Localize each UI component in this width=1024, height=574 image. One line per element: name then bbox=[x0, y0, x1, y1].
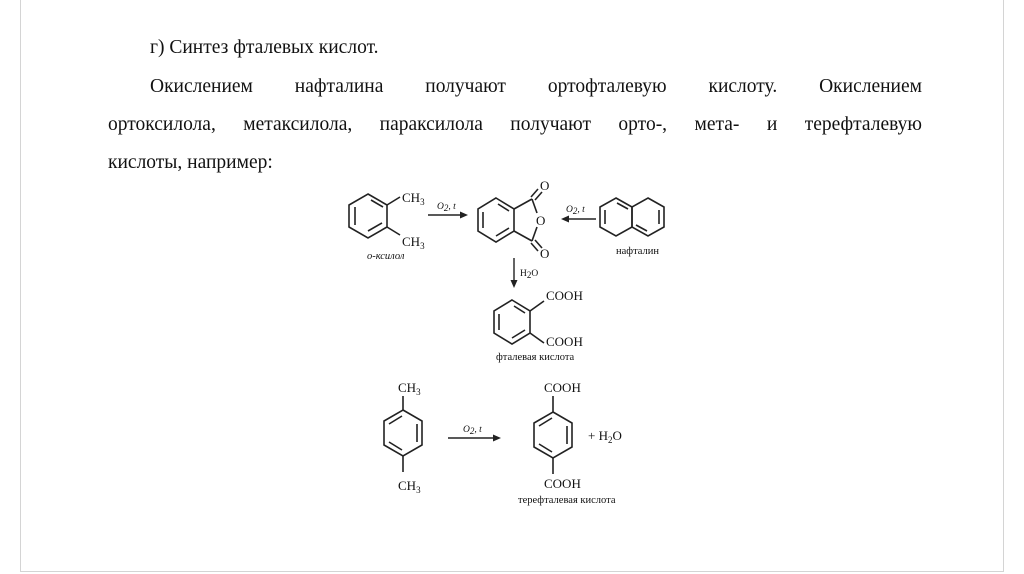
carbonyl-o-bottom: O bbox=[540, 246, 550, 261]
cooh-top: COOH bbox=[546, 288, 583, 303]
paragraph-line-1: Окислением нафталина получают ортофталевую кислоту. Окислением bbox=[150, 76, 922, 97]
arrow-oxidation-3 bbox=[448, 425, 501, 442]
paragraph-line-3: кислоты, например: bbox=[108, 152, 273, 173]
o-xylene-structure bbox=[349, 190, 425, 262]
carbonyl-o-top: O bbox=[540, 178, 550, 193]
terephthalic-acid-structure bbox=[518, 380, 616, 506]
methyl-bottom: $CH_3$ bbox=[402, 234, 425, 251]
phthalic-anhydride-structure bbox=[478, 178, 549, 261]
arrow-oxidation-1 bbox=[428, 202, 468, 219]
plus-water: + $H_2O$ bbox=[588, 428, 622, 445]
svg-text:H2O: H2O bbox=[520, 269, 539, 280]
p-xylene-structure bbox=[384, 380, 422, 495]
svg-text:O2, t: O2, t bbox=[566, 205, 585, 216]
cooh-bottom-tere: COOH bbox=[544, 476, 581, 491]
o-xylene-label: о-ксилол bbox=[367, 251, 405, 262]
svg-text:O2, t: O2, t bbox=[437, 202, 456, 213]
methyl-top: $CH_3$ bbox=[402, 190, 425, 207]
ring-o: O bbox=[536, 213, 546, 228]
methyl-top-p: $CH_3$ bbox=[398, 380, 421, 397]
arrow-oxidation-2 bbox=[561, 205, 596, 223]
phthalic-acid-structure bbox=[494, 288, 583, 363]
paragraph-line-2: ортоксилола, метаксилола, параксилола получают орто-, мета- и терефталевую bbox=[108, 114, 922, 135]
cooh-bottom: COOH bbox=[546, 334, 583, 349]
naphthalene-structure bbox=[600, 198, 664, 257]
arrow-hydrolysis bbox=[511, 258, 539, 288]
section-heading: г) Синтез фталевых кислот. bbox=[150, 37, 379, 58]
terephthalic-acid-label: терефталевая кислота bbox=[518, 495, 616, 506]
phthalic-acid-label: фталевая кислота bbox=[496, 352, 575, 363]
methyl-bottom-p: $CH_3$ bbox=[398, 478, 421, 495]
naphthalene-label: нафталин bbox=[616, 246, 660, 257]
svg-text:O2, t: O2, t bbox=[463, 425, 482, 436]
cooh-top-tere: COOH bbox=[544, 380, 581, 395]
